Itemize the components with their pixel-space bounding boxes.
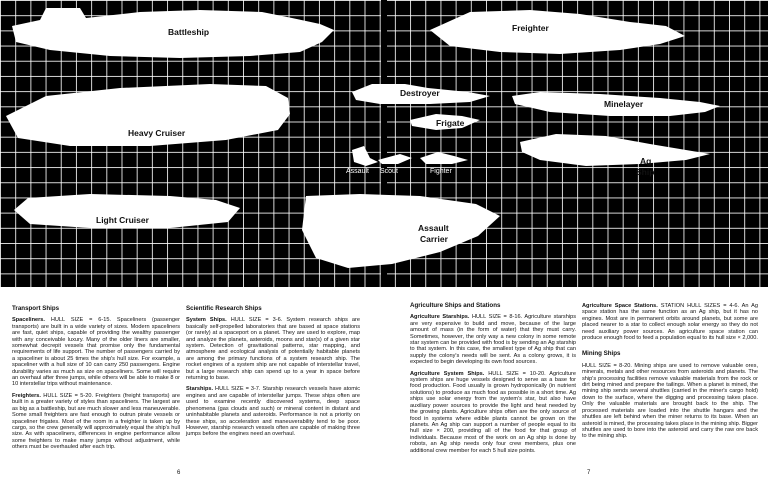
left-page-column-1 — [12, 296, 180, 456]
label-freighter: Freighter — [512, 23, 549, 33]
fighter-silhouette — [420, 152, 468, 164]
paragraph-agriculture-system-ships: Agriculture System Ships. HULL SIZE = 10-20. Agriculture system ships are huge vessels designed to serve as a base for food production. Food usually is grown hydroponically (in nutrient solutions) to produce as much food as possible in a short time. Ag ships use solar energy from the system's star, but also have auxiliary power sources to provide the light and heat needed by the growing plants. Agriculture ships often are the only source of food in systems where edible plants cannot be grown on the planets. An Ag ship can support a number of people equal to its hull size × 200, providing all of the food for that group of individuals. Because most of the work on an Ag ship is done by robots, an Ag ship needs only four crew members, plus one additional crew member for each 5 hull size points. — [410, 370, 576, 454]
paragraph-system-ships: System Ships. HULL SIZE = 3-6. System research ships are basically self-propelled laboratories that are based at space stations (or rarely) at a spaceport on a planet. They are used to explore, map and analyze the planets, asteroids, moons and star(s) of a given star system. Detection of gravitational patterns, star mapping, and atmosphere and ecological analysis of potentially habitable planets are among the primary functions of a system research ship. The rocket engines of a system ship are not capable of interstellar travel, but a large research ship can spend up to a year in space before returning to base. — [186, 317, 361, 382]
heading-transport-ships: Transport Ships — [12, 305, 60, 312]
label-ag-ship-line2: Ship — [636, 167, 655, 177]
label-scout: Scout — [380, 168, 398, 175]
paragraph-mining-ships: HULL SIZE = 8-20. Mining ships are used to remove valuable ores, minerals, metals and other resources from asteroids and planets. The ship's processing facilities remove valuable materials from the rock or dirt being mined and prepare the tailings. When a planet is mined, the mining ship sends several shuttles (carried in the miner's cargo hold) down to the surface, where the digging and processing takes place. Only the valuable materials are brought back to the ship. The processed materials are loaded into the shuttle hangars and the shuttles are left behind when the miner returns to its base. When an asteroid is mined, the processing takes place in the mining ship. Bigger shuttles are used to bore into the asteroid and carry the raw ore back to the mining ship. — [582, 362, 758, 440]
label-light-cruiser: Light Cruiser — [96, 215, 149, 225]
assault-carrier-silhouette — [302, 194, 500, 268]
page-number-right: 7 — [587, 470, 591, 476]
label-ag-ship-line1: Ag — [640, 156, 652, 166]
paragraph-spaceliners: Spaceliners. HULL SIZE = 6-15. Spaceliners (passenger transports) are built in a wide variety of sizes. Modern spaceliners are fast, quiet ships, capable of providing the wealthy passenger with any conceivable luxury. Many of the older liners are smaller, somewhat decrepit vessels that promise only the fundamental requirements of life support. The number of passengers carried by a spaceliner is about 25 times the ship's hull size. For example, a spaceliner with a hull size of 10 can carry 250 passengers. Engine durability varies as much as size on spaceliners. Some will require an overhaul after three jumps, while others will be able to make 8 or 10 interstellar trips without maintenance. — [12, 317, 180, 388]
label-destroyer: Destroyer — [400, 88, 440, 98]
right-page-column-1 — [410, 293, 576, 459]
label-fighter: Fighter — [430, 168, 452, 175]
paragraph-starships: Starships. HULL SIZE = 3-7. Starship research vessels have atomic engines and are capable of interstellar jumps. These ships often are used to examine recently discovered systems, deep space phenomena (gas clouds and such) or mineral content in distant and uninhabitable planets and asteroids. Performance is not a priority on these ships, so acceleration and maneuverability tend to be poor. However, starship research vessels often are capable of making three jumps before the engines need an overhaul. — [186, 386, 360, 438]
heading-mining-ships: Mining Ships — [582, 350, 621, 358]
label-minelayer: Minelayer — [604, 99, 644, 109]
label-assault: Assault — [346, 168, 369, 175]
paragraph-freighters: Freighters. HULL SIZE = 5-20. Freighters (freight transports) are built in a greater variety of styles than spaceliners. The largest are as big as a battleship, but are much slower and less maneuverable. Some small freighters are fast enough to outrun pirate vessels or spaceliner frigates. Most of the room in a freighter is taken up by cargo, so the crew generally will approximately equal the ship's hull size. As with spaceliners, differences in engine performance allow some freighters to make many jumps without adjustment, while others must be overhauled after each trip. — [12, 392, 180, 451]
page-number-left: 6 — [177, 470, 181, 476]
paragraph-agriculture-space-stations: Agriculture Space Stations. STATION HULL SIZES = 4-6. An Ag space station has the same function as an Ag ship, but it has no engines. Most are in permanent orbits around planets, but some are placed nearer to a star to collect enough solar energy so they do not need auxiliary power sources. An agriculture space station can produce enough food to feed a population equal to its hull size × 2,000. — [582, 303, 758, 342]
label-assault-carrier-line1: Assault — [418, 223, 449, 233]
freighter-silhouette — [430, 10, 685, 54]
assault-silhouette — [352, 146, 378, 166]
paragraph-agriculture-starships: Agriculture Starships. HULL SIZE = 8-16. Agriculture starships are very expensive to build and move, because of the large amount of mass (in the form of water) that they must carry. Sometimes, however, the only way a new colony in some remote star system can be provided with food is by sending an Ag starship to that system. In this case, the smallest type of Ag ship that can supply the colony's needs will be sent. As a colony grows, it is expected to begin developing its own food sources. — [410, 314, 576, 366]
label-assault-carrier-line2: Carrier — [420, 234, 448, 244]
left-page-column-2 — [186, 296, 360, 443]
label-battleship: Battleship — [168, 27, 210, 37]
scout-silhouette — [378, 154, 412, 164]
label-frigate: Frigate — [436, 118, 465, 128]
heading-agriculture-ships: Agriculture Ships and Stations — [410, 302, 501, 309]
ag-ship-silhouette — [520, 134, 710, 166]
label-heavy-cruiser: Heavy Cruiser — [128, 128, 186, 138]
heading-scientific-research-ships: Scientific Research Ships — [186, 305, 262, 312]
right-page-column-2 — [582, 293, 758, 445]
